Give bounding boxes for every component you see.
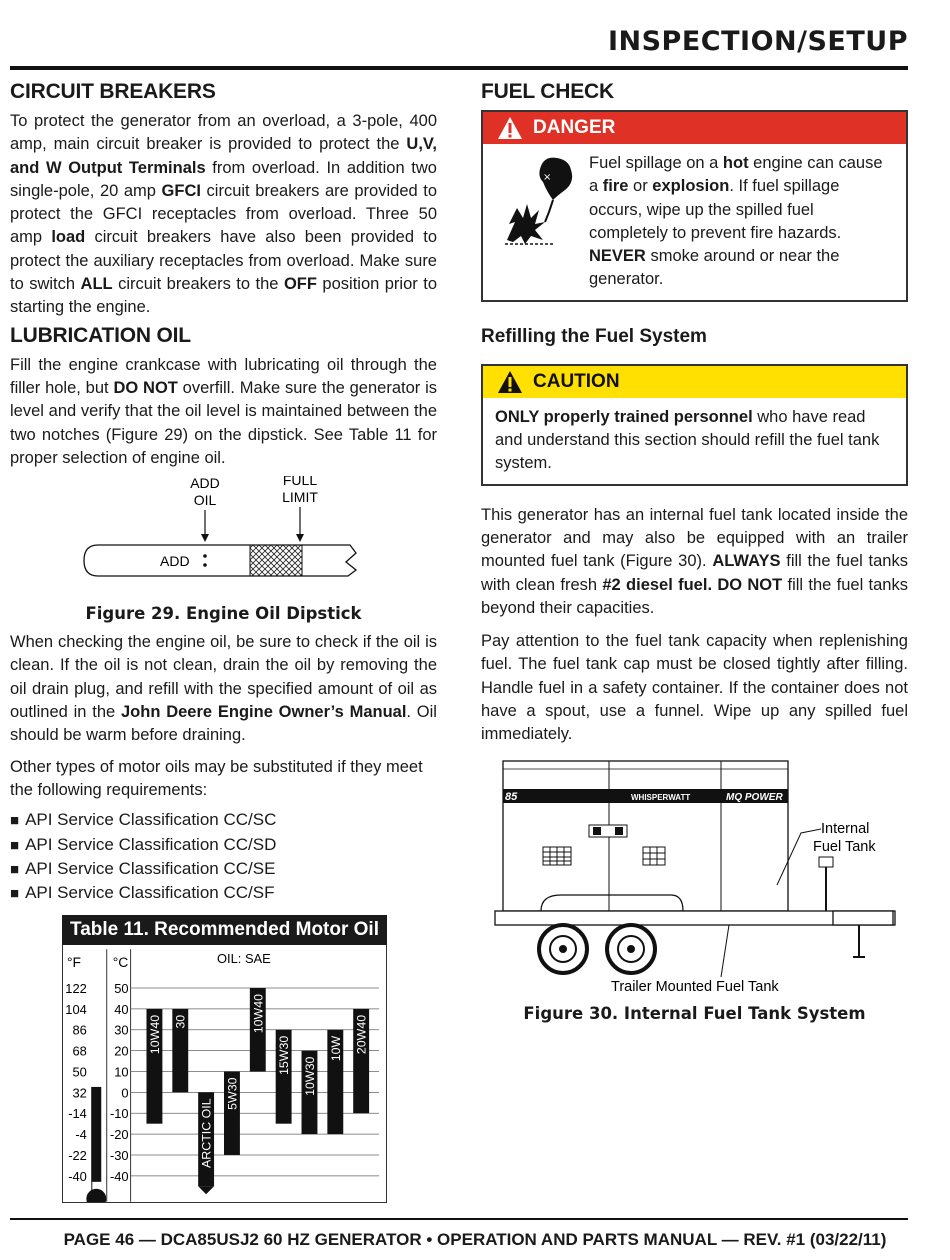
fahrenheit-tick: -40 — [68, 1169, 87, 1185]
danger-text: Fuel spillage on a hot engine can cause a fire or explosion. If fuel spillage occurs, wipe up the spilled fuel completely to prevent fire hazards. NEVER smoke around or near the generator. — [589, 154, 883, 289]
svg-text:×: × — [543, 172, 552, 183]
celsius-tick: -10 — [109, 1106, 129, 1122]
add-oil-label-2: OIL — [193, 492, 217, 509]
oil-bar-label: ARCTIC OIL — [199, 1098, 214, 1169]
thermometer-bulb — [86, 1189, 106, 1203]
page-footer: PAGE 46 — DCA85USJ2 60 HZ GENERATOR • OPERATION AND PARTS MANUAL — REV. #1 (03/22/11) — [63, 1230, 887, 1249]
caution-header — [483, 366, 906, 398]
oil-sae-label: OIL: SAE — [216, 951, 271, 967]
footer-rule — [10, 1218, 908, 1220]
celsius-tick: -30 — [109, 1148, 129, 1164]
motor-oil-table — [62, 915, 387, 1203]
celsius-tick: 50 — [114, 981, 129, 997]
list-item: ■ API Service Classification CC/SF — [10, 881, 437, 905]
full-limit-label: FULL — [282, 476, 318, 489]
caution-label: CAUTION — [533, 370, 620, 392]
oil-substitute-paragraph: Other types of motor oils may be substituted if they meet the following requirements: — [10, 757, 423, 799]
oil-bar-label: 10W40 — [251, 994, 266, 1034]
page-header-title: INSPECTION/SETUP — [607, 26, 908, 57]
engine-oil-dipstick-figure — [10, 476, 437, 594]
danger-label: DANGER — [533, 117, 616, 138]
oil-bar-label: 30 — [173, 1015, 188, 1030]
lubrication-oil-paragraph: Fill the engine crankcase with lubricating oil through the filler hole, but DO NOT overfill. Make sure the generator is level and verify that the oil level is maintained between the two notches (Figure 29) on the dipstick. See Table 11 for proper selection of engine oil. — [10, 355, 437, 467]
oil-bar-label: 10W40 — [147, 1015, 162, 1055]
dipstick-add-label: ADD — [160, 553, 190, 570]
fahrenheit-tick: 50 — [72, 1064, 87, 1080]
list-item: ■ API Service Classification CC/SC — [10, 808, 437, 832]
figure-30-caption: Figure 30. Internal Fuel Tank System — [523, 1003, 866, 1023]
celsius-tick: 0 — [121, 1085, 129, 1101]
circuit-breakers-heading: CIRCUIT BREAKERS — [10, 80, 216, 103]
fahrenheit-unit: °F — [66, 954, 82, 971]
oil-bar-label: 10W30 — [302, 1057, 317, 1097]
header-rule — [10, 66, 908, 70]
oil-bar-arrow — [198, 1187, 214, 1195]
circuit-breakers-paragraph: To protect the generator from an overload, a 3-pole, 400 amp, main circuit breaker is provided to protect the U,V, and W Output Terminals from overload. In addition two single-pole, 20 amp GFCI circuit breakers are provided to protect the GFCI receptacles from overload. Three 50 amp load circuit breakers have also been provided to protect the auxiliary receptacles from overload. Make sure to switch ALL circuit breakers to the OFF position prior to starting the engine. — [10, 112, 437, 317]
brand-left-label: 85 — [505, 790, 518, 803]
thermometer-tube — [92, 1088, 101, 1182]
fuel-tank-system-figure — [481, 757, 908, 1002]
danger-header — [483, 112, 906, 144]
oil-bar-label: 10W — [328, 1036, 343, 1062]
warning-triangle-icon — [497, 116, 523, 140]
list-item: ■ API Service Classification CC/SD — [10, 833, 437, 857]
fahrenheit-tick: -4 — [75, 1127, 87, 1143]
brand-right-label: MQ POWER — [726, 791, 783, 803]
fuel-tank-paragraph: This generator has an internal fuel tank located inside the generator and may also be equipped with an trailer mounted fuel tank (Figure 30). ALWAYS fill the fuel tanks with clean fresh #2 diesel fuel. DO NOT fill the fuel tanks beyond their capacities. — [481, 505, 908, 617]
warning-triangle-icon — [497, 370, 523, 394]
celsius-tick: 10 — [114, 1064, 129, 1080]
api-classification-list — [10, 808, 437, 905]
fahrenheit-tick: 32 — [72, 1085, 87, 1101]
right-column — [481, 78, 908, 1023]
celsius-tick: -40 — [109, 1169, 129, 1185]
celsius-tick: 30 — [114, 1023, 129, 1039]
figure-29-caption: Figure 29. Engine Oil Dipstick — [85, 604, 362, 624]
left-column — [10, 78, 437, 1203]
fahrenheit-tick: 68 — [72, 1044, 87, 1060]
fahrenheit-tick: -14 — [68, 1106, 87, 1122]
list-item: ■ API Service Classification CC/SE — [10, 857, 437, 881]
lubrication-oil-heading: LUBRICATION OIL — [10, 323, 191, 347]
refilling-heading: Refilling the Fuel System — [481, 325, 707, 347]
fahrenheit-tick: 104 — [65, 1002, 87, 1018]
fahrenheit-tick: 86 — [72, 1023, 87, 1039]
oil-bar-label: 5W30 — [225, 1077, 240, 1111]
brand-mid-label: WHISPERWATT — [631, 792, 691, 802]
fuel-check-heading: FUEL CHECK — [481, 80, 614, 103]
fahrenheit-tick: 122 — [65, 981, 87, 997]
celsius-tick: 20 — [114, 1044, 129, 1060]
caution-body: ONLY properly trained personnel who have read and understand this section should refill the fuel tank system. — [495, 407, 880, 473]
celsius-tick: 40 — [114, 1002, 129, 1018]
celsius-unit: °C — [112, 954, 129, 971]
celsius-tick: -20 — [109, 1127, 129, 1143]
table-11-title: Table 11. Recommended Motor Oil — [62, 915, 387, 945]
motor-oil-chart — [62, 945, 387, 1203]
add-oil-label: ADD — [190, 476, 220, 492]
fuel-capacity-paragraph: Pay attention to the fuel tank capacity when replenishing fuel. The fuel tank cap must be closed tightly after filling. Handle fuel in a safety container. If the container does not have a spout, use a funnel. Wipe up any spilled fuel immediately. — [481, 632, 908, 744]
danger-box — [481, 110, 908, 302]
internal-fuel-tank-label: Internal — [821, 820, 870, 837]
trailer-fuel-tank-label: Trailer Mounted Fuel Tank — [611, 978, 779, 995]
oil-bar-label: 15W30 — [277, 1036, 292, 1076]
fahrenheit-tick: -22 — [68, 1148, 87, 1164]
full-limit-label-2: LIMIT — [282, 489, 318, 506]
caution-box — [481, 364, 908, 486]
oil-bar-label: 20W40 — [354, 1015, 369, 1055]
engine-oil-check-paragraph: When checking the engine oil, be sure to check if the oil is clean. If the oil is not clean, drain the oil by removing the oil drain plug, and refill with the specified amount of oil as outlined in the John Deere Engine Owner’s Manual. Oil should be warm before draining. — [10, 633, 437, 745]
explosion-icon — [495, 152, 585, 252]
danger-body — [483, 144, 906, 300]
internal-fuel-tank-label-2: Fuel Tank — [813, 838, 876, 855]
